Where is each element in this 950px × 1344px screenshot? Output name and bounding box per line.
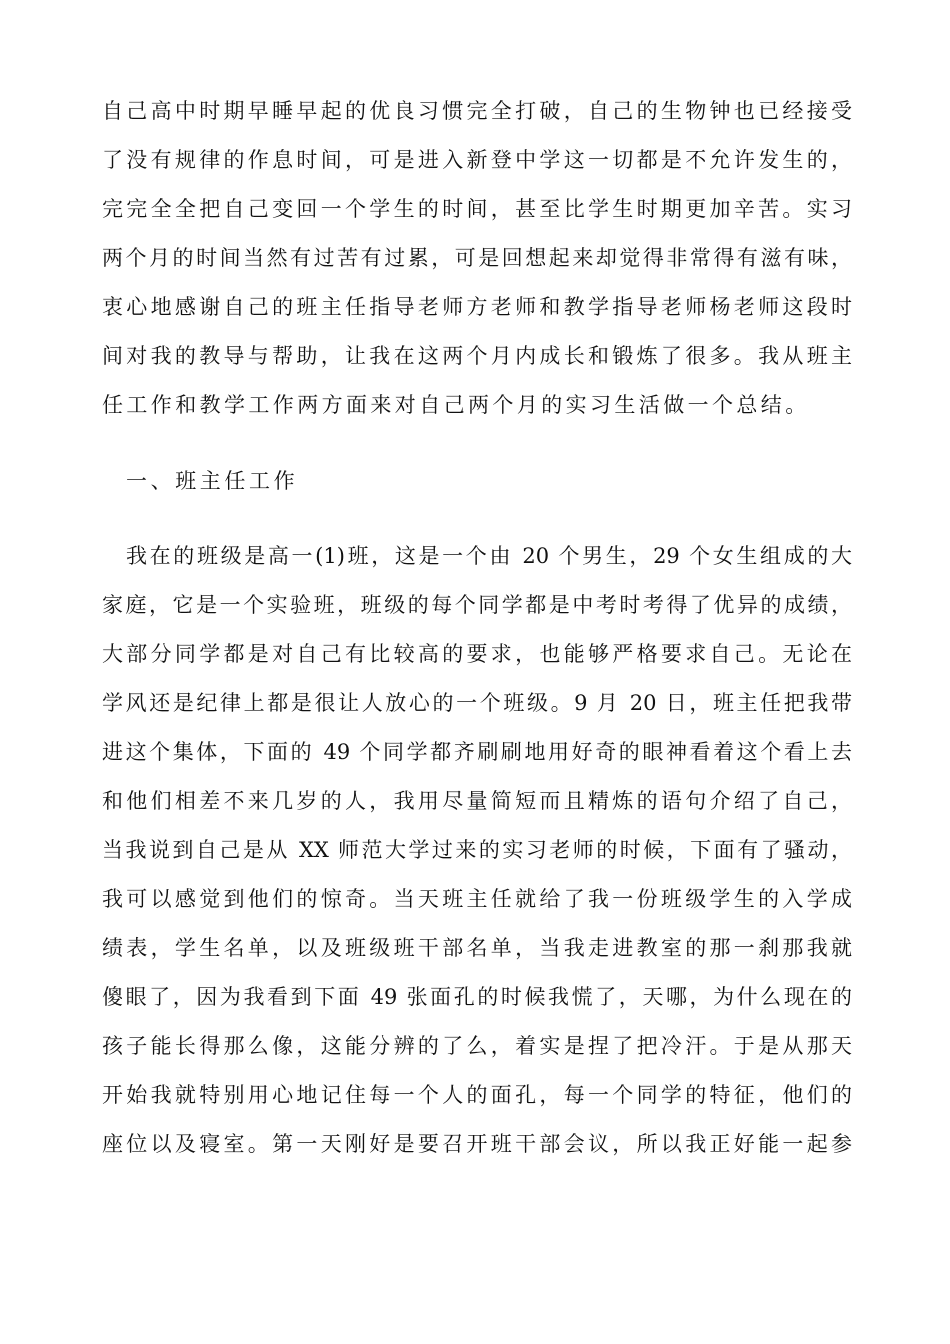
paragraph-1-line-7: 任工作和教学工作两方面来对自己两个月的实习生活做一个总结。 [102,393,810,417]
paragraph-2-line-12: 开始我就特别用心地记住每一个人的面孔，每一个同学的特征，他们的 [102,1083,852,1107]
paragraph-1-line-6: 间对我的教导与帮助，让我在这两个月内成长和锻炼了很多。我从班主 [102,344,852,368]
paragraph-1-line-1: 自己高中时期早睡早起的优良习惯完全打破，自己的生物钟也已经接受 [102,99,852,123]
section-heading: 一、班主任工作 [126,469,299,493]
paragraph-2-line-9: 绩表，学生名单，以及班级班干部名单，当我走进教室的那一刹那我就 [102,936,852,960]
paragraph-2-line-6: 和他们相差不来几岁的人，我用尽量简短而且精炼的语句介绍了自己， [102,789,852,813]
paragraph-2-line-10: 傻眼了，因为我看到下面 49 张面孔的时候我慌了，天哪，为什么现在的 [102,985,852,1009]
paragraph-2-line-7: 当我说到自己是从 XX 师范大学过来的实习老师的时候，下面有了骚动， [102,838,852,862]
paragraph-1-line-3: 完完全全把自己变回一个学生的时间，甚至比学生时期更加辛苦。实习 [102,197,852,221]
paragraph-2-line-2: 家庭，它是一个实验班，班级的每个同学都是中考时考得了优异的成绩， [102,593,852,617]
paragraph-1-line-5: 衷心地感谢自己的班主任指导老师方老师和教学指导老师杨老师这段时 [102,295,852,319]
paragraph-2-line-8: 我可以感觉到他们的惊奇。当天班主任就给了我一份班级学生的入学成 [102,887,852,911]
paragraph-1-line-4: 两个月的时间当然有过苦有过累，可是回想起来却觉得非常得有滋有味， [102,246,852,270]
paragraph-2-line-4: 学风还是纪律上都是很让人放心的一个班级。9 月 20 日，班主任把我带 [102,691,852,715]
paragraph-2-line-13: 座位以及寝室。第一天刚好是要召开班干部会议，所以我正好能一起参 [102,1132,852,1156]
paragraph-2-line-1: 我在的班级是高一(1)班，这是一个由 20 个男生，29 个女生组成的大 [126,544,852,568]
paragraph-2-line-11: 孩子能长得那么像，这能分辨的了么，着实是捏了把冷汗。于是从那天 [102,1034,852,1058]
paragraph-2-line-5: 进这个集体，下面的 49 个同学都齐刷刷地用好奇的眼神看着这个看上去 [102,740,852,764]
paragraph-1-line-2: 了没有规律的作息时间，可是进入新登中学这一切都是不允许发生的， [102,148,852,172]
paragraph-2-line-3: 大部分同学都是对自己有比较高的要求，也能够严格要求自己。无论在 [102,642,852,666]
